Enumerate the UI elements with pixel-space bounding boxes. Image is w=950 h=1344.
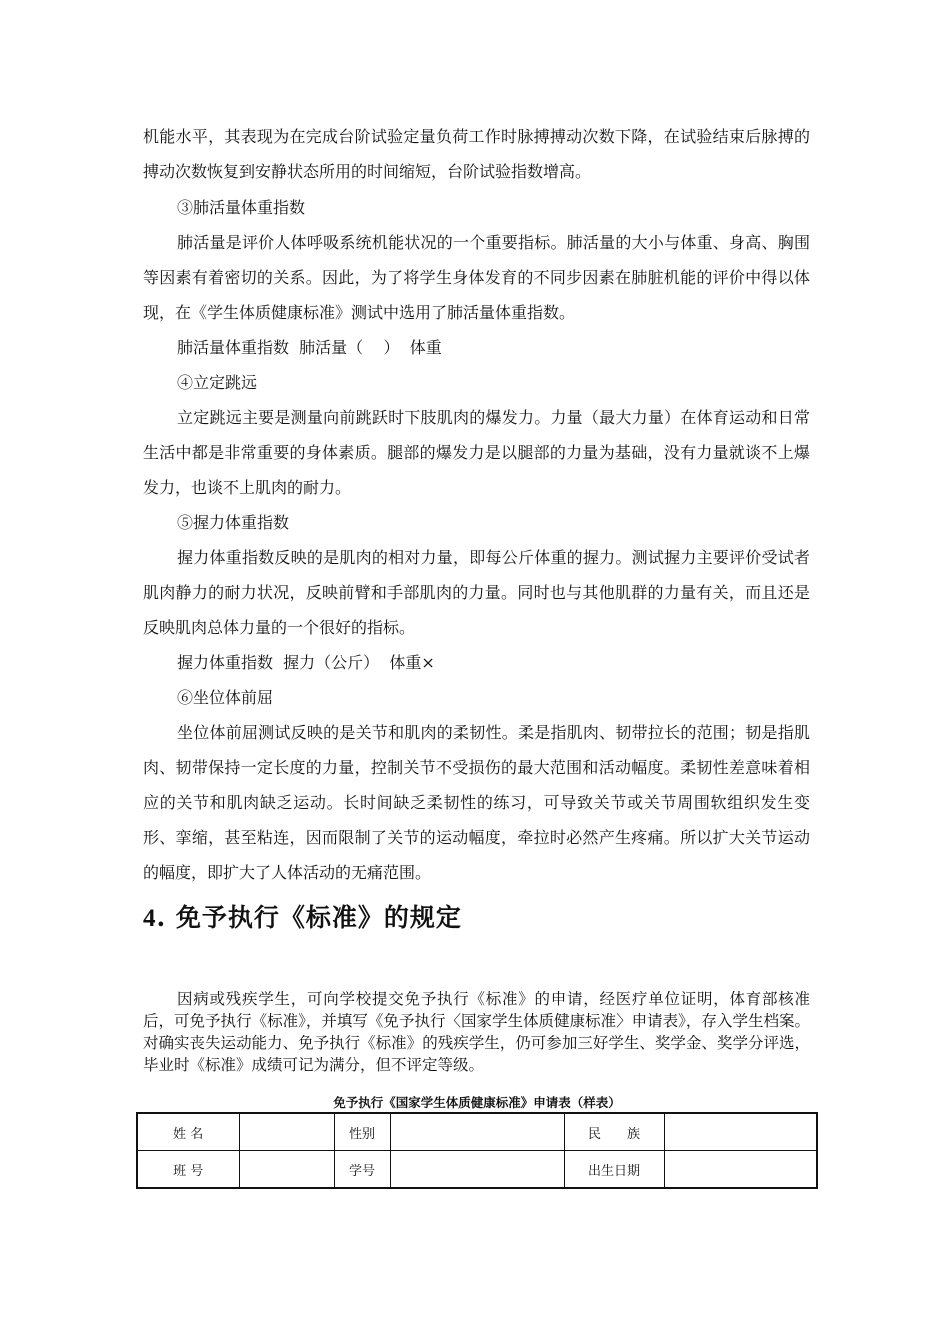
item-vital-capacity-text: 肺活量是评价人体呼吸系统机能状况的一个重要指标。肺活量的大小与体重、身高、胸围等因素有着密切的关系。因此，为了将学生身体发育的不同步因素在肺脏机能的评价中得以体现，在《学生体质健康标准》测试中选用了肺活量体重指数。 [143, 233, 810, 322]
gender-field[interactable] [390, 1113, 564, 1151]
item-standing-jump-title: ④立定跳远 [177, 373, 258, 392]
form-row-1 [137, 1113, 817, 1151]
ethnicity-field[interactable] [664, 1113, 817, 1151]
form-caption: 免予执行《国家学生体质健康标准》申请表（样表） [333, 1095, 621, 1110]
name-label: 姓 名 [137, 1113, 239, 1151]
section-paragraph: 因病或残疾学生，可向学校提交免予执行《标准》的申请，经医疗单位证明，体育部核准后，可免予执行《标准》，并填写《免予执行〈国家学生体质健康标准〉申请表》，存入学生档案。对确实丧失运动能力、免予执行《标准》的残疾学生，仍可参加三好学生、奖学金、奖学分评选，毕业时《标准》成绩可记为满分，但不评定等级。 [143, 990, 810, 1074]
paragraph-step-test-conclusion: 机能水平，其表现为在完成台阶试验定量负荷工作时脉搏搏动次数下降，在试验结束后脉搏的搏动次数恢复到安静状态所用的时间缩短，台阶试验指数增高。 [143, 127, 810, 181]
name-field[interactable] [239, 1113, 334, 1151]
item-grip-strength-formula: 握力体重指数 握力（公斤） 体重× [177, 653, 435, 672]
ethnicity-label: 民 族 [564, 1113, 664, 1151]
class-label: 班 号 [137, 1151, 239, 1189]
item-standing-jump-text: 立定跳远主要是测量向前跳跃时下肢肌肉的爆发力。力量（最大力量）在体育运动和日常生活中都是非常重要的身体素质。腿部的爆发力是以腿部的力量为基础，没有力量就谈不上爆发力，也谈不上肌肉的耐力。 [143, 408, 810, 497]
birthdate-label: 出生日期 [564, 1151, 664, 1189]
application-form-table [136, 1112, 818, 1189]
item-vital-capacity-formula: 肺活量体重指数 肺活量（ ） 体重 [177, 338, 442, 357]
student-id-field[interactable] [390, 1151, 564, 1189]
item-grip-strength-text: 握力体重指数反映的是肌肉的相对力量，即每公斤体重的握力。测试握力主要评价受试者肌肉静力的耐力状况，反映前臂和手部肌肉的力量。同时也与其他肌群的力量有关，而且还是反映肌肉总体力量的一个很好的指标。 [143, 548, 810, 637]
student-id-label: 学号 [334, 1151, 390, 1189]
item-sit-reach-text: 坐位体前屈测试反映的是关节和肌肉的柔韧性。柔是指肌肉、韧带拉长的范围；韧是指肌肉、韧带保持一定长度的力量，控制关节不受损伤的最大范围和活动幅度。柔韧性差意味着相应的关节和肌肉缺乏运动。长时间缺乏柔韧性的练习，可导致关节或关节周围软组织发生变形、挛缩，甚至粘连，因而限制了关节的运动幅度，牵拉时必然产生疼痛。所以扩大关节运动的幅度，即扩大了人体活动的无痛范围。 [143, 723, 810, 882]
item-grip-strength-title: ⑤握力体重指数 [177, 513, 290, 532]
section-heading [143, 898, 462, 939]
class-field[interactable] [239, 1151, 334, 1189]
item-sit-reach-title: ⑥坐位体前屈 [177, 688, 274, 707]
section-number: 4 [143, 905, 157, 932]
birthdate-field[interactable] [664, 1151, 817, 1189]
form-row-2 [137, 1151, 817, 1189]
section-title: . 免予执行《标准》的规定 [156, 903, 462, 932]
gender-label: 性别 [334, 1113, 390, 1151]
item-vital-capacity-title: ③肺活量体重指数 [177, 198, 306, 217]
